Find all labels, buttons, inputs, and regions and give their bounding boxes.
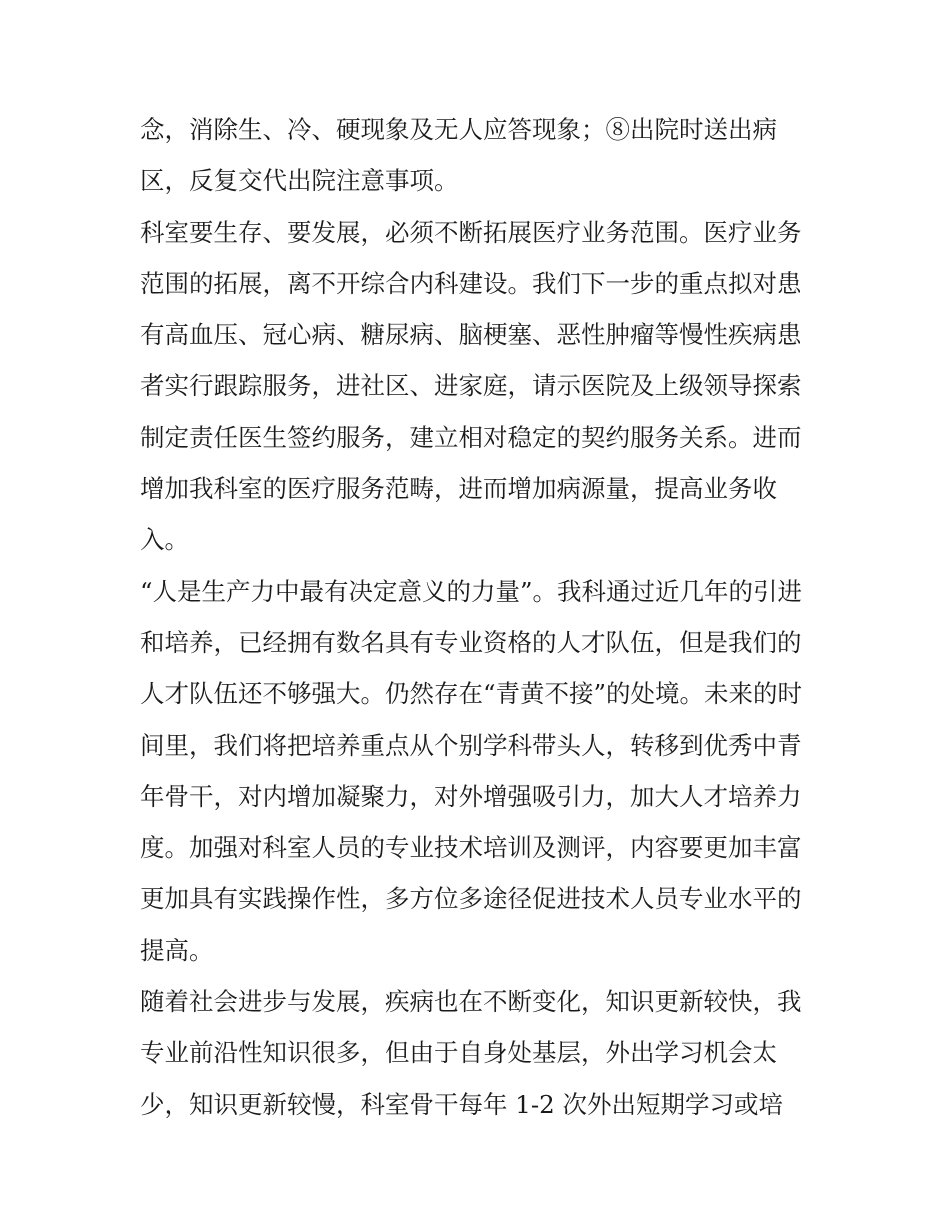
text-line: 有高血压、冠心病、糖尿病、脑梗塞、恶性肿瘤等慢性疾病患 <box>140 320 802 350</box>
text-line: 间里，我们将把培养重点从个别学科带头人，转移到优秀中青 <box>140 730 802 760</box>
text-line: 提高。 <box>140 935 214 965</box>
paragraph-4 <box>140 976 820 1130</box>
text-line: 少，知识更新较慢，科室骨干每年 1-2 次外出短期学习或培 <box>140 1089 784 1119</box>
text-line: “人是生产力中最有决定意义的力量”。我科通过近几年的引进 <box>140 576 803 606</box>
text-line: 更加具有实践操作性，多方位多途径促进技术人员专业水平的 <box>140 884 802 914</box>
paragraph-3 <box>140 566 820 976</box>
document-body <box>140 104 820 1130</box>
text-line: 制定责任医生签约服务，建立相对稳定的契约服务关系。进而 <box>140 422 802 452</box>
text-line: 度。加强对科室人员的专业技术培训及测评，内容要更加丰富 <box>140 833 802 863</box>
paragraph-1 <box>140 104 820 207</box>
text-line: 范围的拓展，离不开综合内科建设。我们下一步的重点拟对患 <box>140 268 802 298</box>
text-line: 专业前沿性知识很多，但由于自身处基层，外出学习机会太 <box>140 1038 777 1068</box>
text-line: 年骨干，对内增加凝聚力，对外增强吸引力，加大人才培养力 <box>140 781 802 811</box>
paragraph-2 <box>140 207 820 566</box>
text-line: 科室要生存、要发展，必须不断拓展医疗业务范围。医疗业务 <box>140 217 802 247</box>
text-line: 者实行跟踪服务，进社区、进家庭，请示医院及上级领导探索 <box>140 371 802 401</box>
text-line: 区，反复交代出院注意事项。 <box>140 166 459 196</box>
text-line: 随着社会进步与发展，疾病也在不断变化，知识更新较快，我 <box>140 987 802 1017</box>
text-line: 增加我科室的医疗服务范畴，进而增加病源量，提高业务收 <box>140 474 777 504</box>
text-line: 人才队伍还不够强大。仍然存在“青黄不接”的处境。未来的时 <box>140 679 803 709</box>
text-line: 念，消除生、冷、硬现象及无人应答现象；⑧出院时送出病 <box>140 115 777 144</box>
text-line: 和培养，已经拥有数名具有专业资格的人才队伍，但是我们的 <box>140 627 802 657</box>
text-line: 入。 <box>140 525 189 555</box>
